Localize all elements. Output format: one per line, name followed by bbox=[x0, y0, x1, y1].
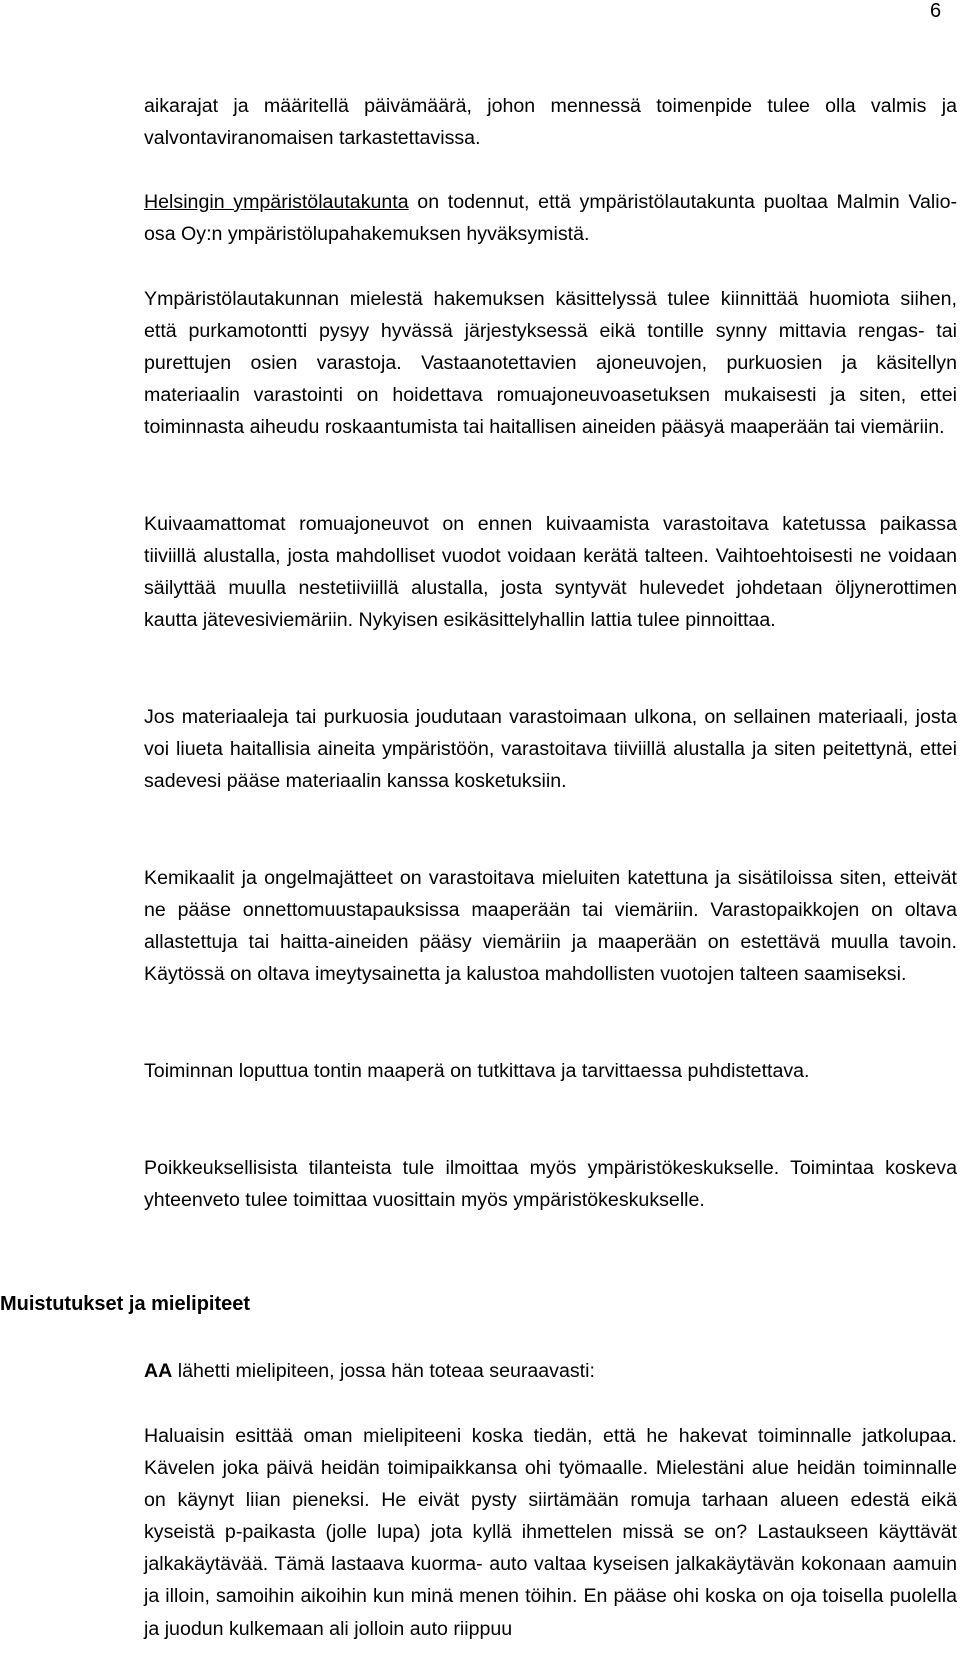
paragraph-text: Kemikaalit ja ongelmajätteet on varastoitava mieluiten katettuna ja sisätiloissa siten, etteivät ne pääse onnettomuustapauksissa maaperään tai viemäriin. Varastopaikkojen on oltava allastettuja tai haitta-aineiden pääsy viemäriin ja maaperään on estettävä muulla tavoin. Käytössä on oltava imeytysainetta ja kalustoa mahdollisten vuotojen talteen saamiseksi. bbox=[144, 867, 957, 986]
opinion-intro bbox=[144, 1355, 957, 1387]
paragraph-text: Haluaisin esittää oman mielipiteeni koska tiedän, että he hakevat toiminnalle jatkolupaa. Kävelen joka päivä heidän toimipaikkansa ohi työmaalle. Mielestäni alue heidän toiminnalle on käynyt liian pieneksi. He eivät pysty siirtämään romuja tarhaan alueen edestä eikä kyseistä p-paikasta (jolle lupa) jota kyllä ihmettelen missä se on? Lastaukseen käyttävät jalkakäytävää. Tämä lastaava kuorma- auto valtaa kyseisen jalkakäytävän kokonaan aamuin ja illoin, samoihin aikoihin kun minä menen töihin. En pääse ohi koska on oja toisella puolella ja juodun kulkemaan ali jolloin auto riippuu bbox=[144, 1425, 957, 1640]
paragraph-text bbox=[144, 186, 957, 250]
paragraph-text: Poikkeuksellisista tilanteista tule ilmoittaa myös ympäristökeskukselle. Toimintaa koskeva yhteenveto tulee toimittaa vuosittain myös ympäristökeskukselle. bbox=[144, 1157, 957, 1212]
paragraph-storage bbox=[144, 283, 957, 443]
author-initials: AA bbox=[144, 1360, 173, 1382]
paragraph-text: Kuivaamattomat romuajoneuvot on ennen kuivaamista varastoitava katetussa paikassa tiiviillä alustalla, josta mahdolliset vuodot voidaan kerätä talteen. Vaihtoehtoisesti ne voidaan säilyttää muulla nestetiiviillä alustalla, josta syntyvät hulevedet johdetaan öljynerottimen kautta jätevesiviemäriin. Nykyisen esikäsittelyhallin lattia tulee pinnoittaa. bbox=[144, 513, 957, 632]
page-number: 6 bbox=[930, 0, 942, 22]
paragraph-rest: on todennut, että ympäristölautakunta puoltaa Malmin Valio-osa Oy:n ympäristölupahakemuksen hyväksymistä. bbox=[144, 191, 957, 246]
paragraph-text: Ympäristölautakunnan mielestä hakemuksen käsittelyssä tulee kiinnittää huomiota siihen, että purkamotontti pysyy hyvässä järjestyksessä eikä tontille synny mittavia rengas- tai purettujen osien varastoja. Vastaanotettavien ajoneuvojen, purkuosien ja käsitellyn materiaalin varastointi on hoidettava romuajoneuvoasetuksen mukaisesti ja siten, ettei toiminnasta aiheudu roskaantumista tai haitallisen aineiden pääsyä maaperään tai viemäriin. bbox=[144, 288, 957, 439]
paragraph-text: Jos materiaaleja tai purkuosia joudutaan varastoimaan ulkona, on sellainen materiaali, josta voi liueta haitallisia aineita ympäristöön, varastoitava tiiviillä alustalla ja siten peitettynä, ettei sadevesi pääse materiaalin kanssa kosketuksiin. bbox=[144, 706, 957, 793]
intro-rest: lähetti mielipiteen, jossa hän toteaa seuraavasti: bbox=[172, 1360, 595, 1382]
paragraph-outdoor bbox=[144, 701, 957, 797]
opinion-quote bbox=[144, 1420, 957, 1645]
paragraph-soil bbox=[144, 1055, 957, 1087]
committee-link[interactable]: Helsingin ympäristölautakunta bbox=[144, 191, 409, 213]
paragraph-text bbox=[144, 1355, 957, 1387]
paragraph-deadline bbox=[144, 90, 957, 154]
paragraph-reporting bbox=[144, 1152, 957, 1216]
paragraph-chemicals bbox=[144, 862, 957, 990]
section-heading: Muistutukset ja mielipiteet bbox=[0, 1293, 251, 1315]
paragraph-drying bbox=[144, 508, 957, 636]
paragraph-committee bbox=[144, 186, 957, 250]
paragraph-text: Toiminnan loputtua tontin maaperä on tutkittava ja tarvittaessa puhdistettava. bbox=[144, 1060, 810, 1082]
paragraph-text: aikarajat ja määritellä päivämäärä, johon mennessä toimenpide tulee olla valmis ja valvontaviranomaisen tarkastettavissa. bbox=[144, 95, 957, 150]
